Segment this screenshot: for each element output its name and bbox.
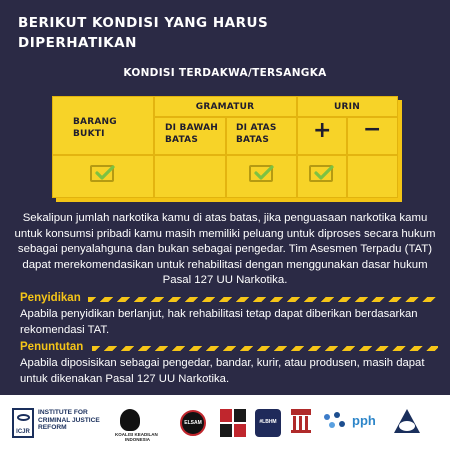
page-title [18,13,318,53]
triangle-logo-inner [399,421,415,431]
icjr-logo-text [38,409,100,432]
network-dots-logo-icon [322,412,348,434]
icjr-line-2: CRIMINAL JUSTICE [38,416,100,424]
checkbox-di-atas-batas-icon [249,165,273,182]
table-body [52,96,398,198]
partner-logos-footer [0,395,450,450]
icjr-line-3: REFORM [38,424,67,431]
header-barang-bukti: BARANG BUKTI [73,117,117,139]
lbhm-logo-text: #LBHM [259,419,277,425]
icjr-line-1: INSTITUTE FOR [38,409,88,416]
title-line-2: DIPERHATIKAN [18,35,137,51]
title-line-1: BERIKUT KONDISI YANG HARUS [18,15,269,31]
header-gramatur: GRAMATUR [195,102,255,112]
round-badge-text: ELSAM [184,420,202,426]
section-text-penuntutan: Apabila diposisikan sebagai pengedar, bandar, kurir, atau produsen, masih dapat untuk dikenakan Pasal 127 UU Narkotika. [20,357,425,385]
section-heading-penyidikan: Penyidikan [20,292,81,304]
square-grid-logo-icon [220,409,246,437]
section-heading-penuntutan: Penuntutan [20,341,84,353]
coalition-logo-line-2: INDONESIA [125,437,151,442]
subheader-di-atas-batas: DI ATAS BATAS [236,123,277,145]
icjr-abbr: ICJR [16,429,30,435]
section-text-penyidikan: Apabila penyidikan berlanjut, hak rehabilitasi tetap dapat diberikan berdasarkan rekomendasi TAT. [20,308,418,336]
pph-logo-text: pph [352,413,376,428]
subheader-di-bawah-batas: DI BAWAH BATAS [165,123,218,145]
hazard-stripe-divider [88,297,438,302]
checkbox-barang-bukti-icon [90,165,114,182]
lbhm-logo-icon [255,409,281,437]
coalition-fist-logo-icon [120,409,140,431]
main-paragraph: Sekalipun jumlah narkotika kamu di atas batas, jika penguasaan narkotika kamu untuk konsumsi pribadi kamu masih memiliki peluang untuk diproses secara hukum sebagai penyalahguna dan bukan sebagai pengedar. Tim Asesmen Terpadu (TAT) dapat merekomendasikan untuk rehabilitasi dengan menggunakan dasar hukum Pasal 127 UU Narkotika. [14,212,436,286]
icjr-logo-icon [12,408,34,438]
hazard-stripe-divider [92,346,438,351]
checkbox-urin-positive-icon [309,165,333,182]
header-urin: URIN [334,102,360,112]
round-badge-logo-icon [180,410,206,436]
subheader-urin-positive: + [313,118,332,143]
coalition-logo-line-1: KOALISI KEADILAN [115,432,158,437]
building-logo-icon [291,409,311,433]
condition-table [52,96,398,198]
table-subtitle: KONDISI TERDAKWA/TERSANGKA [123,67,327,79]
subheader-urin-negative: − [363,117,382,142]
